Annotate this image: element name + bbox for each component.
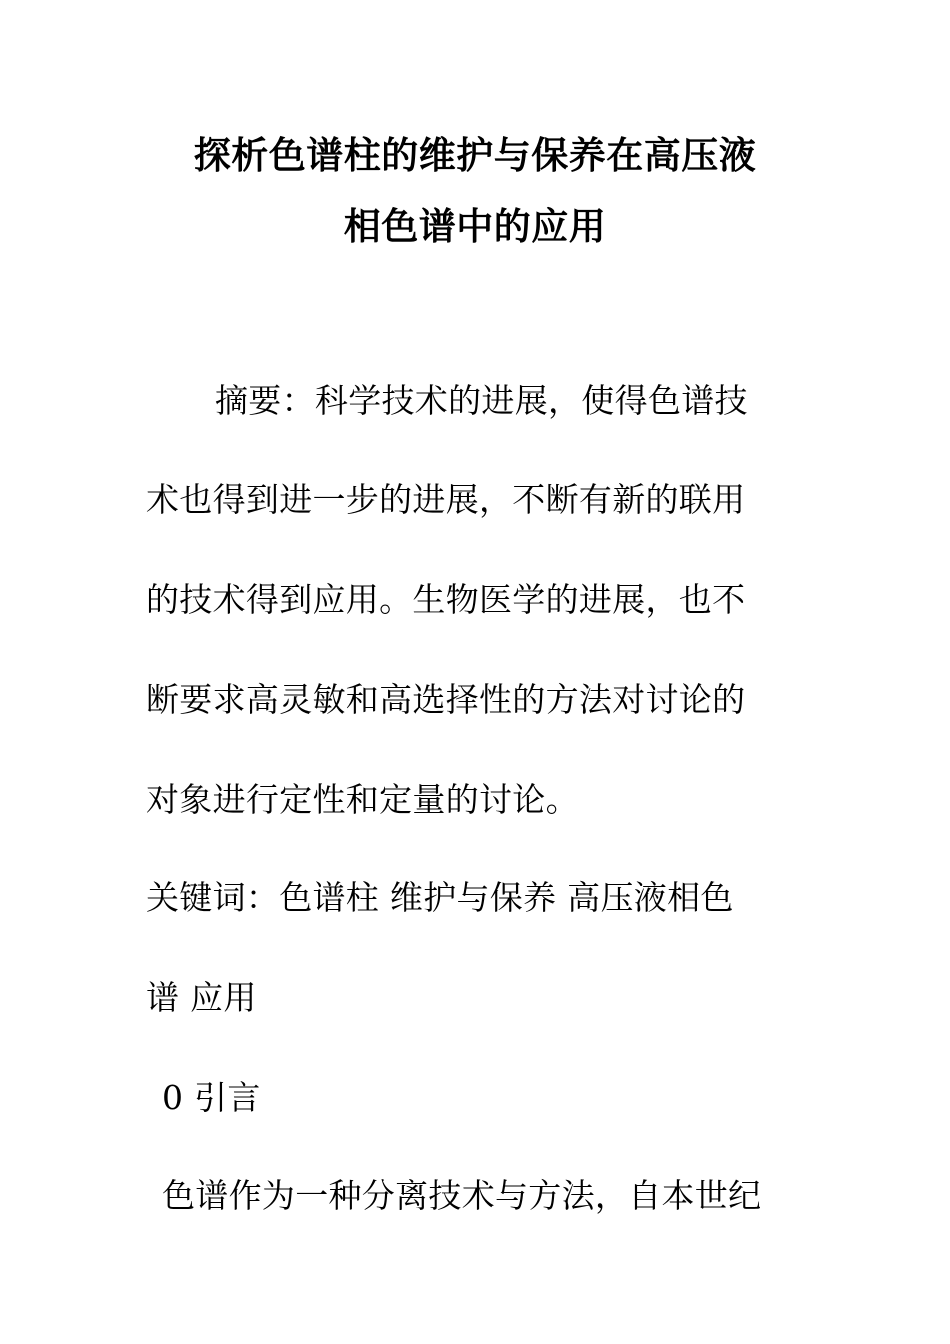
section-heading: 0 引言 xyxy=(162,1078,261,1117)
document-title-line-2: 相色谱中的应用 xyxy=(343,205,607,248)
abstract-line-5: 对象进行定性和定量的讨论。 xyxy=(146,780,579,819)
document-title-line-1: 探析色谱柱的维护与保养在高压液 xyxy=(193,134,757,177)
body-line-1: 色谱作为一种分离技术与方法，自本世纪 xyxy=(162,1176,762,1215)
keywords-line-2: 谱 应用 xyxy=(146,978,257,1017)
abstract-line-1: 摘要：科学技术的进展，使得色谱技 xyxy=(215,381,748,420)
abstract-line-4: 断要求高灵敏和高选择性的方法对讨论的 xyxy=(146,680,746,719)
abstract-line-3: 的技术得到应用。生物医学的进展，也不 xyxy=(146,580,746,619)
keywords-line-1: 关键词：色谱柱 维护与保养 高压液相色 xyxy=(146,878,734,917)
abstract-line-2: 术也得到进一步的进展，不断有新的联用 xyxy=(146,480,746,519)
